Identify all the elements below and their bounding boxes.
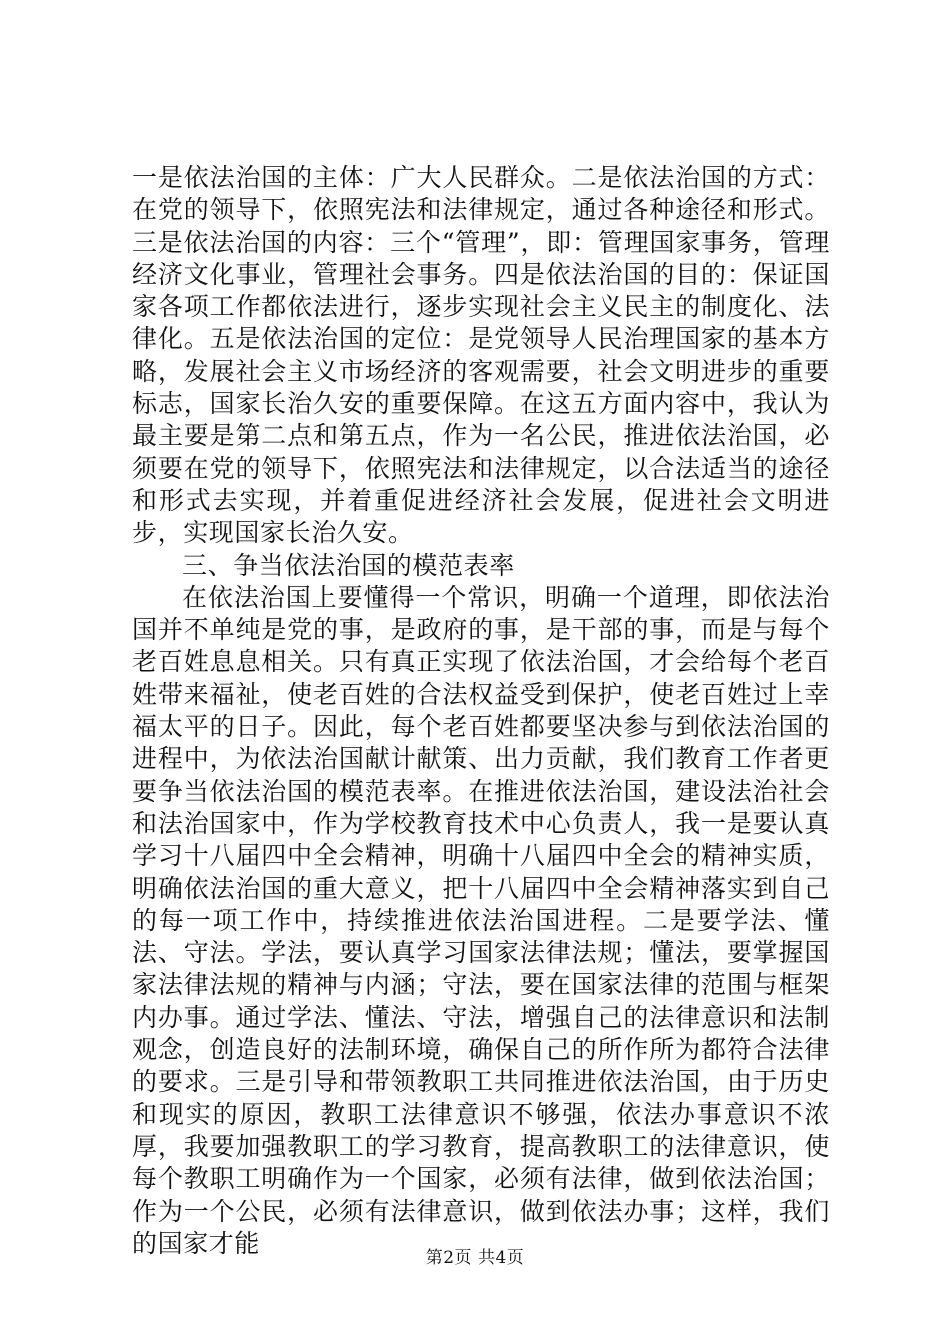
page-number-label: 第2页 共4页 <box>425 1248 525 1268</box>
paragraph-basic-points: 一是依法治国的主体：广大人民群众。二是依法治国的方式：在党的领导下，依照宪法和法律规定，通过各种途径和形式。三是依法治国的内容：三个“管理”，即：管理国家事务，管理经济文化事业，管理社会事务。四是依法治国的目的：保证国家各项工作都依法进行，逐步实现社会主义民主的制度化、法律化。五是依法治国的定位：是党领导人民治理国家的基本方略，发展社会主义市场经济的客观需要，社会文明进步的重要标志，国家长治久安的重要保障。在这五方面内容中，我认为最主要是第二点和第五点，作为一名公民，推进依法治国，必须要在党的领导下，依照宪法和法律规定，以合法适当的途径和形式去实现，并着重促进经济社会发展，促进社会文明进步，实现国家长治久安。 <box>132 163 830 548</box>
document-body <box>132 162 830 1260</box>
paragraph-model-role: 在依法治国上要懂得一个常识，明确一个道理，即依法治国并不单纯是党的事，是政府的事，是干部的事，而是与每个老百姓息息相关。只有真正实现了依法治国，才会给每个老百姓带来福祉，使老百姓的合法权益受到保护，使老百姓过上幸福太平的日子。因此，每个老百姓都要坚决参与到依法治国的进程中，为依法治国献计献策、出力贡献，我们教育工作者更要争当依法治国的模范表率。在推进依法治国，建设法治社会和法治国家中，作为学校教育技术中心负责人，我一是要认真学习十八届四中全会精神，明确十八届四中全会的精神实质，明确依法治国的重大意义，把十八届四中全会精神落实到自己的每一项工作中，持续推进依法治国进程。二是要学法、懂法、守法。学法，要认真学习国家法律法规；懂法，要掌握国家法律法规的精神与内涵；守法，要在国家法律的范围与框架内办事。通过学法、懂法、守法，增强自己的法律意识和法制观念，创造良好的法制环境，确保自己的所作所为都符合法律的要求。三是引导和带领教职工共同推进依法治国，由于历史和现实的原因，教职工法律意识不够强，依法办事意识不浓厚，我要加强教职工的学习教育，提高教职工的法律意识，使每个教职工明确作为一个国家，必须有法律，做到依法治国；作为一个公民，必须有法律意识，做到依法办事；这样，我们的国家才能 <box>132 582 830 1258</box>
page-footer <box>0 1243 950 1268</box>
section-heading-model-role: 三、争当依法治国的模范表率 <box>182 550 515 580</box>
